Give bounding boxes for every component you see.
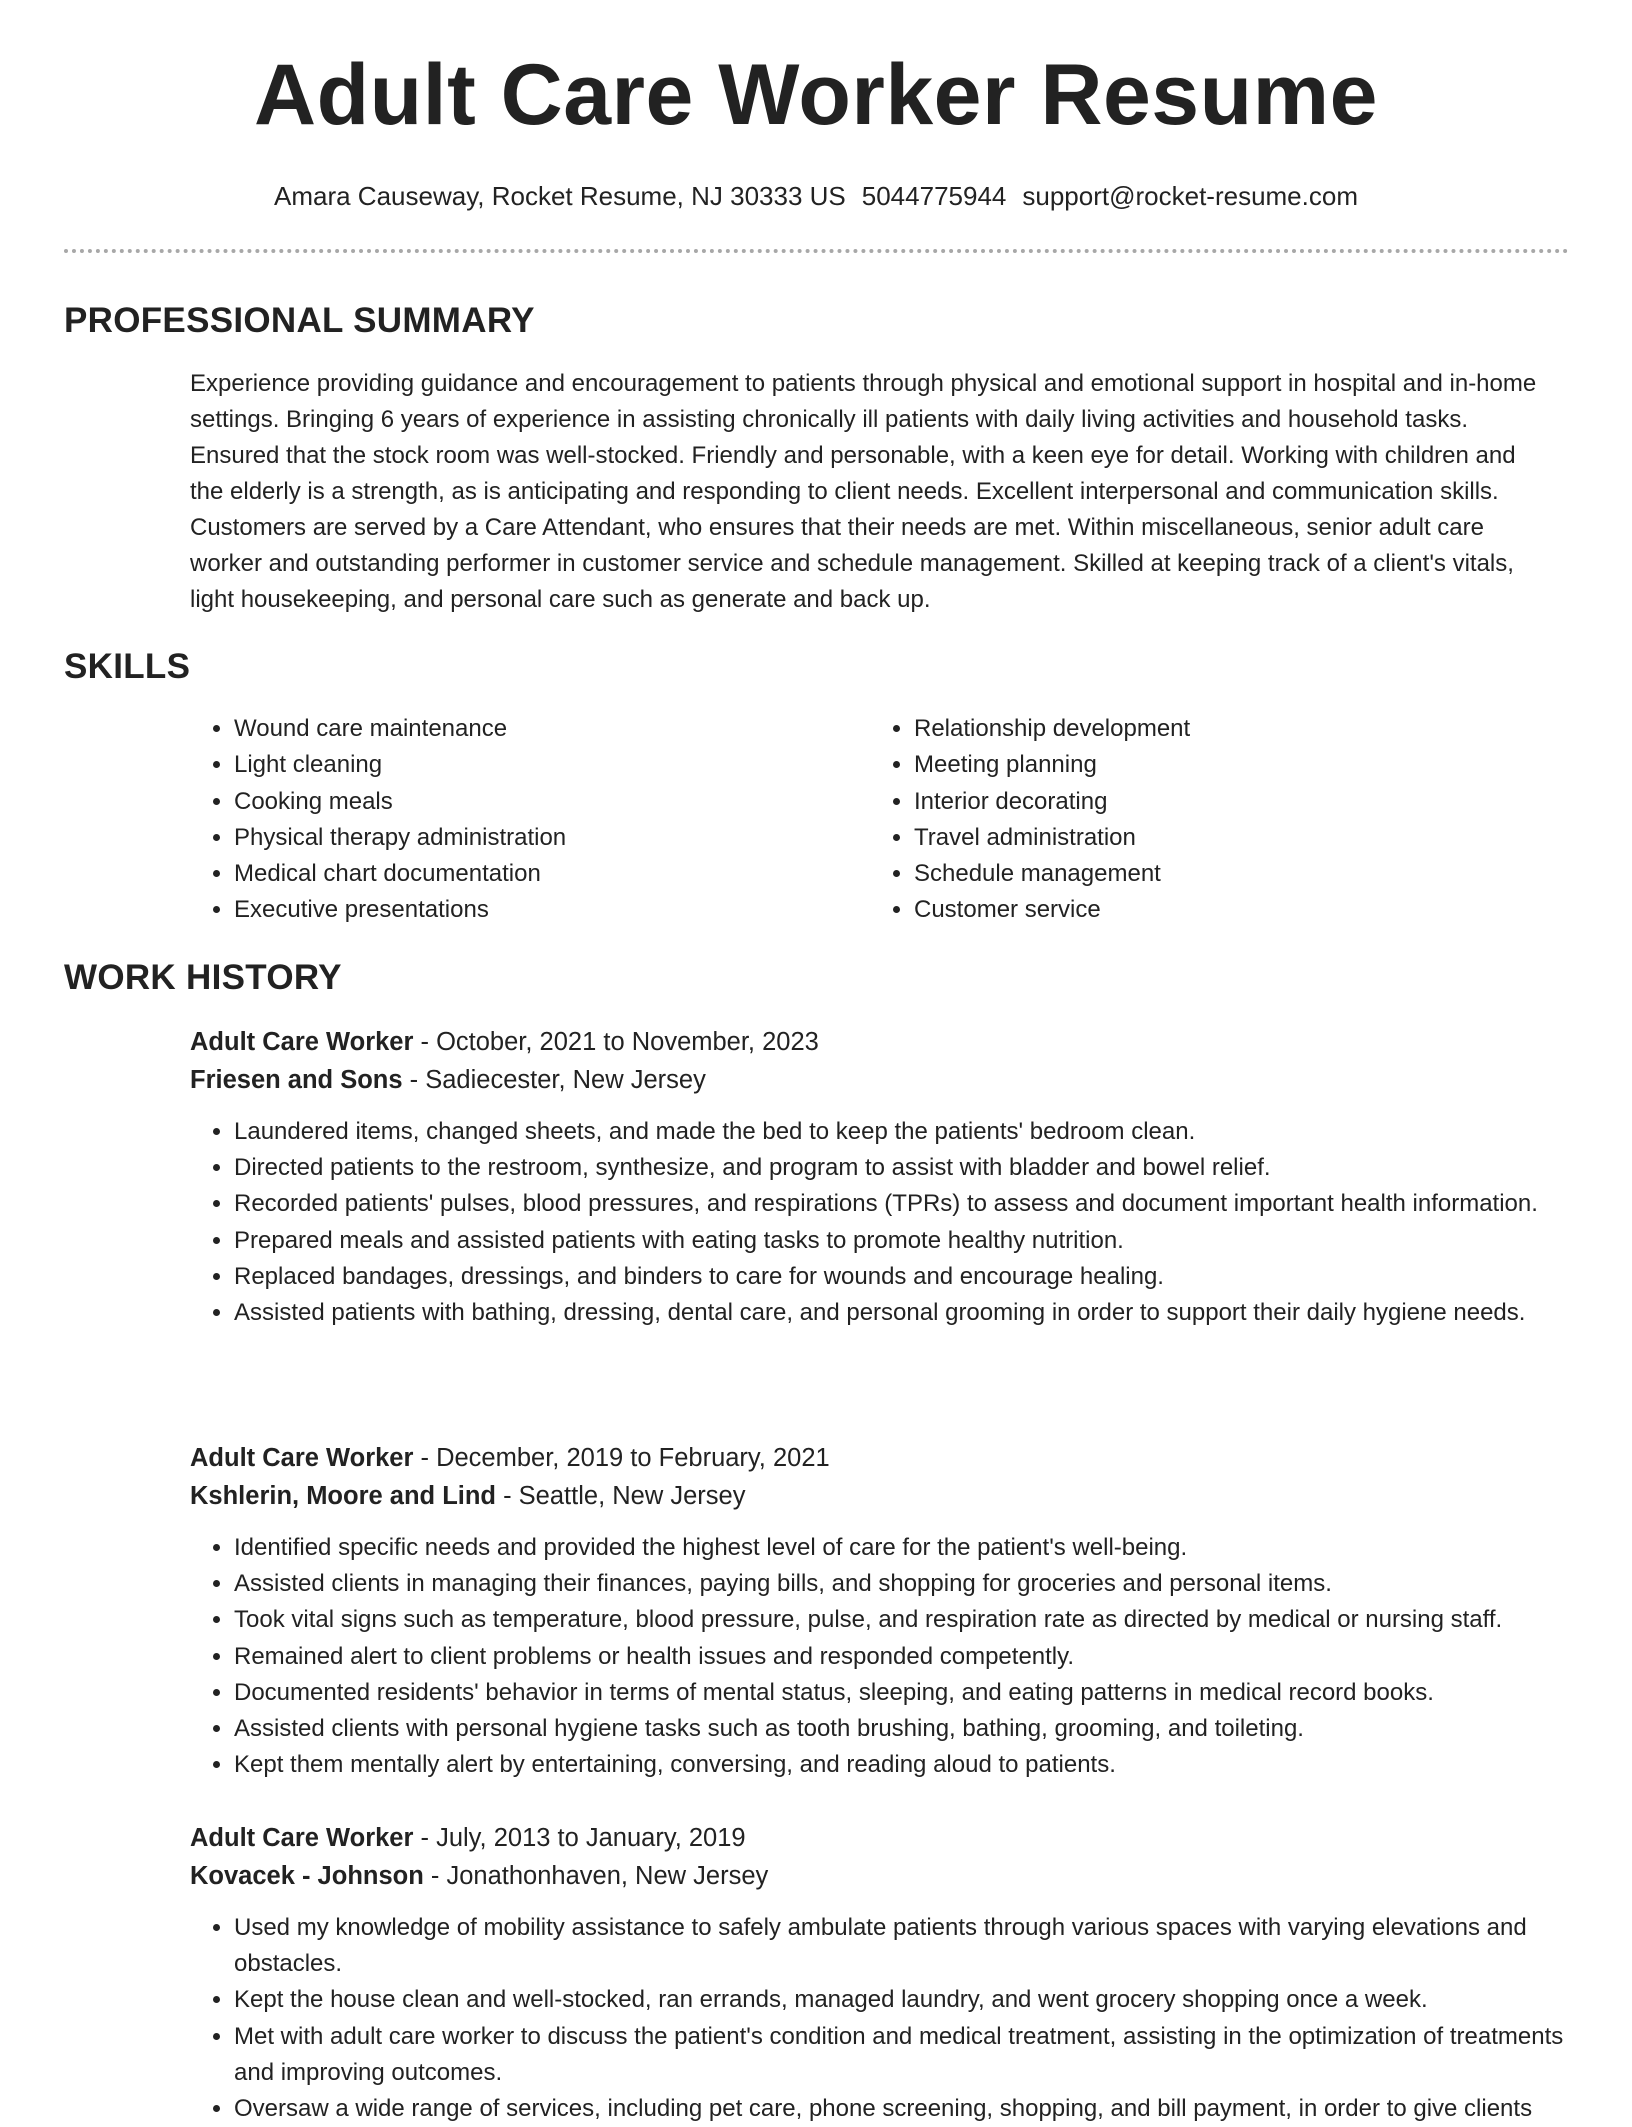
contact-line [0,183,1632,209]
contact-address: Amara Causeway, Rocket Resume, NJ 30333 US [274,181,846,211]
job-title: Adult Care Worker [190,1444,414,1472]
job-employer: Friesen and Sons [190,1066,403,1094]
duty-item: • Met with adult care worker to discuss the patient's condition and medical treatment, assisting in the optimization of treatments and improving outcomes. [234,2019,1574,2091]
job-employer-line [190,1061,1570,1099]
job-employer-line [190,1477,1570,1515]
job-employer-line [190,1857,1570,1895]
duty-item: • Recorded patients' pulses, blood pressures, and respirations (TPRs) to assess and document important health information. [234,1186,1574,1222]
skills-heading: SKILLS [64,647,191,686]
skill-item: • Light cleaning [234,747,854,783]
duty-item: • Took vital signs such as temperature, blood pressure, pulse, and respiration rate as directed by medical or nursing staff. [234,1602,1574,1638]
summary-heading: PROFESSIONAL SUMMARY [64,301,535,340]
job-location: - Seattle, New Jersey [496,1482,746,1510]
duty-item: • Assisted clients with personal hygiene tasks such as tooth brushing, bathing, grooming, and toileting. [234,1711,1574,1747]
duty-item: • Kept the house clean and well-stocked, ran errands, managed laundry, and went grocery shopping once a week. [234,1982,1574,2018]
skill-item: • Cooking meals [234,784,854,820]
skill-item: • Schedule management [914,856,1594,892]
duty-item: • Used my knowledge of mobility assistance to safely ambulate patients through various spaces with varying elevations and obstacles. [234,1910,1574,1982]
duty-item: • Kept them mentally alert by entertaining, conversing, and reading aloud to patients. [234,1747,1574,1783]
duty-item: • Prepared meals and assisted patients with eating tasks to promote healthy nutrition. [234,1223,1574,1259]
job-entry [190,1819,1570,2127]
job-title: Adult Care Worker [190,1028,414,1056]
job-employer: Kovacek - Johnson [190,1862,424,1890]
skill-item: • Travel administration [914,820,1594,856]
job-duties [190,1530,1574,1783]
job-dates: - July, 2013 to January, 2019 [413,1824,746,1852]
duty-item: • Identified specific needs and provided the highest level of care for the patient's well-being. [234,1530,1574,1566]
skill-item: • Customer service [914,892,1594,928]
duty-item: • Oversaw a wide range of services, including pet care, phone screening, shopping, and bill payment, in order to give clients [234,2091,1574,2127]
job-dates: - October, 2021 to November, 2023 [413,1028,819,1056]
skills-list-right [870,711,1594,929]
duty-item: • Assisted clients in managing their finances, paying bills, and shopping for groceries and personal items. [234,1566,1574,1602]
skills-list-left [190,711,854,929]
job-duties [190,1910,1574,2127]
duty-item: • Replaced bandages, dressings, and binders to care for wounds and encourage healing. [234,1259,1574,1295]
resume-title: Adult Care Worker Resume [254,47,1378,143]
duty-item: • Documented residents' behavior in terms of mental status, sleeping, and eating patterns in medical record books. [234,1675,1574,1711]
job-entry [190,1023,1570,1331]
duty-item: • Remained alert to client problems or health issues and responded competently. [234,1639,1574,1675]
skill-item: • Interior decorating [914,784,1594,820]
contact-phone: 5044775944 [861,181,1007,211]
job-location: - Sadiecester, New Jersey [402,1066,706,1094]
summary-text: Experience providing guidance and encouragement to patients through physical and emotional support in hospital and in-home settings. Bringing 6 years of experience in assisting chronically ill patients with daily living activities and household tasks. Ensured that the stock room was well-stocked. Friendly and personable, with a keen eye for detail. Working with children and the elderly is a strength, as is anticipating and responding to client needs. Excellent interpersonal and communication skills. Customers are served by a Care Attendant, who ensures that their needs are met. Within miscellaneous, senior adult care worker and outstanding performer in customer service and schedule management. Skilled at keeping track of a client's vitals, light housekeeping, and personal care such as generate and back up. [190,370,1537,613]
job-employer: Kshlerin, Moore and Lind [190,1482,497,1510]
skill-item: • Executive presentations [234,892,854,928]
job-entry [190,1439,1570,1783]
duty-item: • Assisted patients with bathing, dressing, dental care, and personal grooming in order to support their daily hygiene needs. [234,1295,1574,1331]
job-duties [190,1114,1574,1331]
duty-item: • Laundered items, changed sheets, and made the bed to keep the patients' bedroom clean. [234,1114,1574,1150]
skill-item: • Wound care maintenance [234,711,854,747]
job-title-line [190,1023,1570,1061]
skill-item: • Medical chart documentation [234,856,854,892]
job-dates: - December, 2019 to February, 2021 [413,1444,830,1472]
skill-item: • Physical therapy administration [234,820,854,856]
job-title-line [190,1819,1570,1857]
job-title: Adult Care Worker [190,1824,414,1852]
skill-item: • Meeting planning [914,747,1594,783]
duty-item: • Directed patients to the restroom, synthesize, and program to assist with bladder and bowel relief. [234,1150,1574,1186]
contact-email: support@rocket-resume.com [1022,181,1358,211]
skill-item: • Relationship development [914,711,1594,747]
header-divider [64,249,1569,253]
work-history-heading: WORK HISTORY [64,958,342,997]
job-title-line [190,1439,1570,1477]
job-location: - Jonathonhaven, New Jersey [423,1862,769,1890]
